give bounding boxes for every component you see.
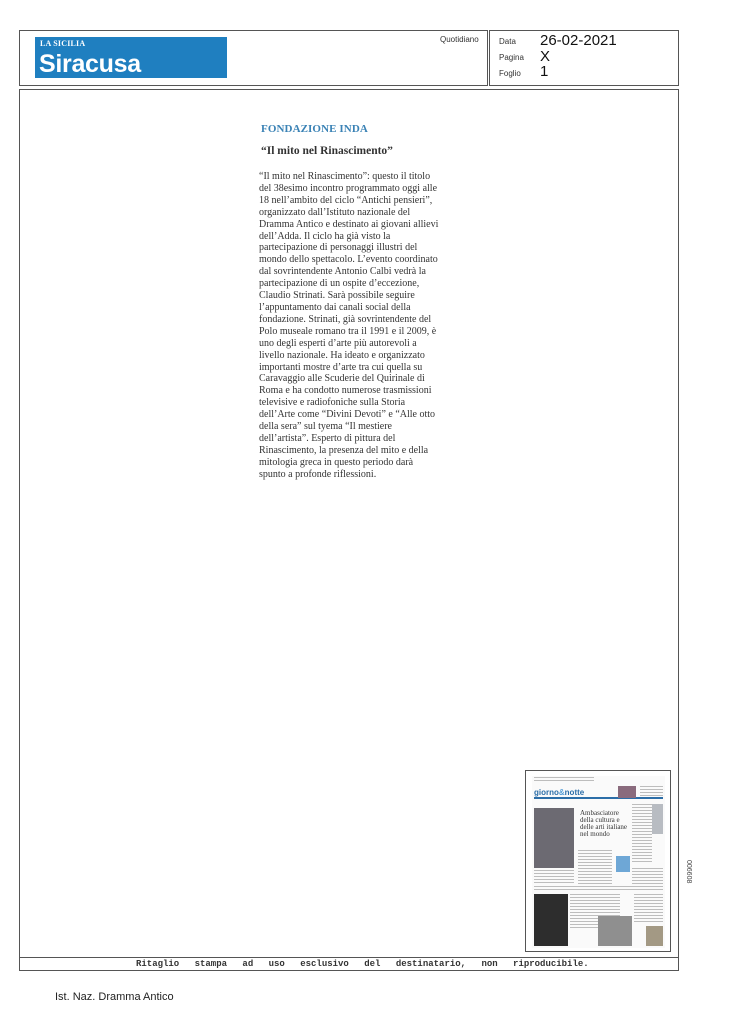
logo-small-text: LA SICILIA — [40, 39, 86, 48]
date-value: 26-02-2021 — [540, 32, 617, 49]
thumbnail-headline: Ambasciatore della cultura e delle arti italiane nel mondo — [580, 809, 628, 838]
footer-notice: Ritaglio stampa ad uso esclusivo del destinatario, non riproducibile. — [136, 959, 589, 969]
thumbnail-title-part1: giorno — [534, 788, 559, 797]
thumbnail-dark-box — [534, 894, 568, 946]
side-code: 006608 — [685, 860, 692, 884]
thumbnail-section-title — [534, 788, 584, 797]
thumbnail-lower-photo — [646, 926, 663, 946]
thumbnail-strip — [534, 886, 663, 892]
thumbnail-top-text — [640, 786, 663, 798]
thumbnail-main-photo — [534, 808, 574, 868]
thumbnail-column-text — [632, 804, 652, 864]
date-label: Data — [499, 37, 516, 46]
thumbnail-lower-right-text — [634, 894, 663, 924]
thumbnail-top-photo — [618, 786, 636, 798]
thumbnail-column-3 — [632, 868, 663, 884]
thumbnail-side-photo — [652, 804, 663, 834]
page-label: Pagina — [499, 53, 524, 62]
logo-title: Siracusa — [39, 50, 141, 78]
page-thumbnail — [525, 770, 671, 952]
thumbnail-title-amp: & — [558, 788, 565, 797]
thumbnail-column-2 — [578, 850, 612, 884]
newspaper-logo — [35, 37, 227, 78]
thumbnail-caption — [534, 870, 574, 884]
article-body: “Il mito nel Rinascimento”: questo il titolo del 38esimo incontro programmato oggi alle 18 nell’ambito del ciclo “Antichi pensieri”, organizzato dall’Istituto nazionale del Dramma Antico e destinato ai giovani allievi dell’Adda. Il ciclo ha già visto la partecipazione di personaggi illustri del mondo dello spettacolo. L’evento coordinato dal sovrintendente Antonio Calbi vedrà la partecipazione di un ospite d’eccezione, Claudio Strinati. Sarà possibile seguire l’appuntamento dai canali social della fondazione. Strinati, già sovrintendente del Polo museale romano tra il 1991 e il 2009, è uno degli esperti d’arte più autorevoli a livello nazionale. Ha ideato e organizzato importanti mostre d’arte tra cui quella su Caravaggio alle Scuderie del Quirinale di Roma e ha condotto numerose trasmissioni televisive e radiofoniche sulla Storia dell’Arte come “Divini Devoti” e “Alle otto della sera” sul tyema “Il mestiere dell’artista”. Esperto di pittura del Rinascimento, la presenza del mito e della mitologia greca in questo periodo darà spunto a profonde riflessioni. — [259, 171, 439, 480]
article-headline: “Il mito nel Rinascimento” — [261, 145, 393, 157]
thumbnail-portrait — [598, 916, 632, 946]
thumbnail-quote-box — [616, 856, 630, 872]
thumbnail-page — [532, 776, 665, 948]
thumbnail-title-part2: notte — [564, 788, 585, 797]
thumbnail-brand-line — [534, 777, 594, 782]
bottom-note: Ist. Naz. Dramma Antico — [55, 991, 174, 1003]
sheet-label: Foglio — [499, 69, 521, 78]
section-label: FONDAZIONE INDA — [261, 123, 368, 135]
page-value: X — [540, 48, 551, 65]
sheet-value: 1 — [540, 63, 549, 80]
publication-type: Quotidiano — [440, 35, 479, 44]
